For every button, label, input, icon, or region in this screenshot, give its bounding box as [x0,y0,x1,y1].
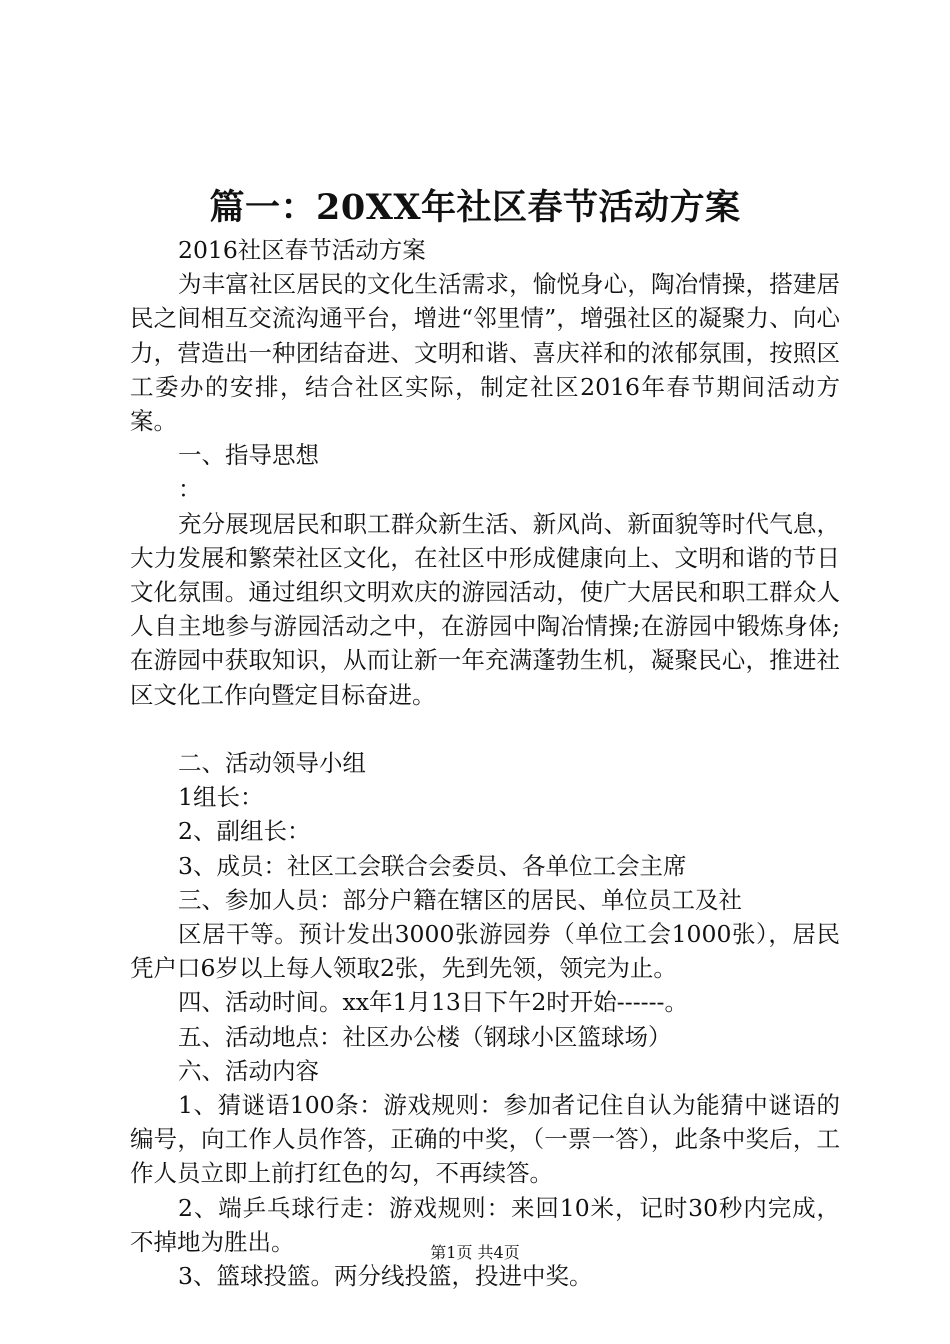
paragraph-deputy-leader: 2、副组长： [178,817,311,846]
document-body [130,233,840,1293]
paragraph-subtitle: 2016社区春节活动方案 [178,236,426,264]
paragraph-group-leader: 1组长： [178,783,264,812]
paragraph-members: 3、成员：社区工会联合会委员、各单位工会主席 [178,851,687,880]
page-number: 第1页 共4页 [430,1243,520,1262]
paragraph-colon: ： [178,475,202,504]
paragraph-intro: 为丰富社区居民的文化生活需求，愉悦身心，陶冶情操，搭建居民之间相互交流沟通平台，增进“邻里情”，增强社区的凝聚力、向心力，营造出一种团结奋进、文明和谐、喜庆祥和的浓郁氛围，按照区工委办的安排，结合社区实际，制定社区2016年春节期间活动方案。 [130,270,840,436]
paragraph-ping-pong-walk: 2、端乒乓球行走：游戏规则：来回10米，记时30秒内完成，不掉地为胜出。 [130,1193,840,1256]
heading-activity-location: 五、活动地点：社区办公楼（钢球小区篮球场） [178,1022,672,1051]
document-title: 篇一：20XX年社区春节活动方案 [209,187,741,228]
paragraph-riddles: 1、猜谜语100条：游戏规则：参加者记住自认为能猜中谜语的编号，向工作人员作答，正确的中奖，（一票一答），此条中奖后，工作人员立即上前打红色的勾，不再续答。 [130,1091,840,1188]
heading-activity-time: 四、活动时间。xx年1月13日下午2时开始------。 [178,988,688,1017]
heading-guiding-thought: 一、指导思想 [178,441,319,470]
heading-activity-content: 六、活动内容 [178,1056,319,1085]
paragraph-participants-detail: 区居干等。预计发出3000张游园券（单位工会1000张），居民凭户口6岁以上每人领取2张，先到先领，领完为止。 [130,920,840,983]
paragraph-guiding-content: 充分展现居民和职工群众新生活、新风尚、新面貌等时代气息，大力发展和繁荣社区文化，在社区中形成健康向上、文明和谐的节日文化氛围。通过组织文明欢庆的游园活动，使广大居民和职工群众人人自主地参与游园活动之中，在游园中陶冶情操;在游园中锻炼身体;在游园中获取知识，从而让新一年充满蓬勃生机，凝聚民心，推进社区文化工作向暨定目标奋进。 [130,509,840,709]
blank-line [130,712,840,746]
heading-participants: 三、参加人员：部分户籍在辖区的居民、单位员工及社 [178,885,742,914]
heading-leadership-group: 二、活动领导小组 [178,749,366,778]
paragraph-basketball: 3、篮球投篮。两分线投篮，投进中奖。 [178,1262,593,1291]
